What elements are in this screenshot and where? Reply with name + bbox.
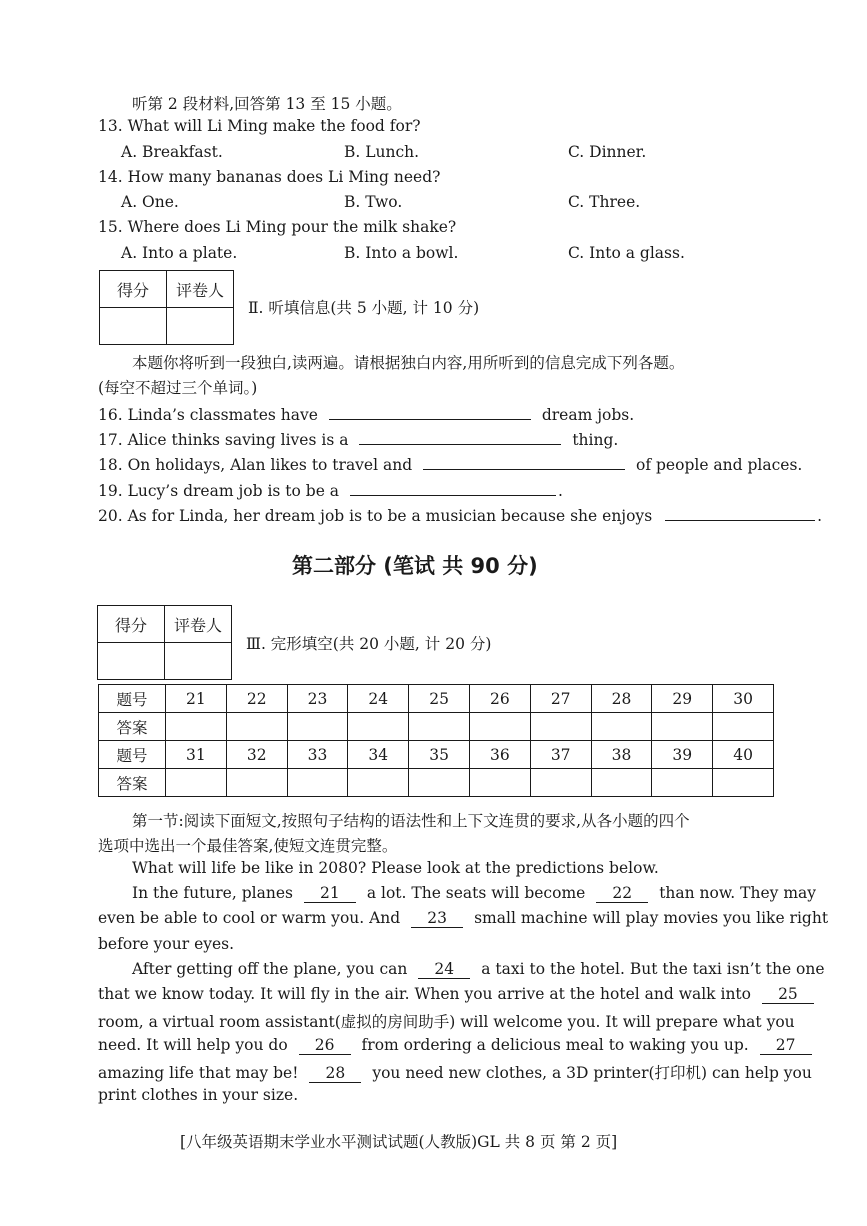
fill-item-20 <box>98 502 822 525</box>
fill-item-17-after: thing. <box>572 431 619 449</box>
section-3-title: Ⅲ. 完形填空(共 20 小题, 计 20 分) <box>246 635 492 653</box>
fill-item-17 <box>98 426 618 449</box>
grid-label-answer: 答案 <box>99 713 166 741</box>
passage-line <box>98 909 828 928</box>
answer-cell[interactable] <box>166 769 227 797</box>
score-cell[interactable] <box>100 308 167 345</box>
answer-cell[interactable] <box>409 769 470 797</box>
cloze-blank-27[interactable]: 27 <box>760 1036 812 1055</box>
answer-grid-row-answers-1 <box>99 713 774 741</box>
answer-cell[interactable] <box>713 769 774 797</box>
grid-number-38: 38 <box>591 741 652 769</box>
part-2-heading: 第二部分 (笔试 共 90 分) <box>292 554 538 578</box>
passage-line: room, a virtual room assistant(虚拟的房间助手) will welcome you. It will prepare what you <box>98 1013 795 1031</box>
score-label: 得分 <box>100 271 167 308</box>
passage-line: before your eyes. <box>98 935 235 953</box>
grid-number-27: 27 <box>530 685 591 713</box>
answer-cell[interactable] <box>166 713 227 741</box>
grader-label: 评卷人 <box>167 271 234 308</box>
section-3-instruction: 第一节:阅读下面短文,按照句子结构的语法性和上下文连贯的要求,从各小题的四个 <box>132 812 690 830</box>
answer-cell[interactable] <box>348 769 409 797</box>
fill-blank-20[interactable] <box>665 502 815 521</box>
answer-cell[interactable] <box>652 713 713 741</box>
section-2-instruction: 本题你将听到一段独白,读两遍。请根据独白内容,用所听到的信息完成下列各题。 <box>132 354 685 372</box>
cloze-blank-25[interactable]: 25 <box>762 985 814 1004</box>
passage-line <box>132 960 825 979</box>
grid-number-28: 28 <box>591 685 652 713</box>
grid-label-number: 题号 <box>99 685 166 713</box>
fill-item-18 <box>98 451 802 474</box>
cloze-blank-23[interactable]: 23 <box>411 909 463 928</box>
fill-item-19 <box>98 477 563 500</box>
fill-item-19-text: 19. Lucy’s dream job is to be a <box>98 482 340 500</box>
passage-line: print clothes in your size. <box>98 1086 299 1104</box>
grid-number-35: 35 <box>409 741 470 769</box>
answer-grid <box>98 684 774 797</box>
passage-text: you need new clothes, a 3D printer(打印机) can help you <box>372 1064 812 1082</box>
grid-number-39: 39 <box>652 741 713 769</box>
fill-blank-16[interactable] <box>329 401 531 420</box>
answer-cell[interactable] <box>530 713 591 741</box>
passage-text: In the future, planes <box>132 884 293 902</box>
answer-cell[interactable] <box>469 769 530 797</box>
passage-line <box>98 1061 812 1083</box>
answer-grid-row-numbers-1 <box>99 685 774 713</box>
question-15-option-c: C. Into a glass. <box>568 244 685 262</box>
answer-cell[interactable] <box>713 713 774 741</box>
passage-text: a lot. The seats will become <box>366 884 586 902</box>
section-2-title: Ⅱ. 听填信息(共 5 小题, 计 10 分) <box>248 299 480 317</box>
question-13-option-a: A. Breakfast. <box>121 143 223 161</box>
score-label: 得分 <box>98 606 165 643</box>
fill-item-19-after: . <box>557 482 563 500</box>
passage-text: a taxi to the hotel. But the taxi isn’t the one <box>481 960 825 978</box>
answer-cell[interactable] <box>591 769 652 797</box>
grid-number-22: 22 <box>226 685 287 713</box>
answer-cell[interactable] <box>226 769 287 797</box>
answer-grid-row-numbers-2 <box>99 741 774 769</box>
grid-number-33: 33 <box>287 741 348 769</box>
fill-item-18-after: of people and places. <box>636 456 803 474</box>
grid-number-34: 34 <box>348 741 409 769</box>
fill-item-16 <box>98 401 634 424</box>
answer-cell[interactable] <box>348 713 409 741</box>
passage-line: What will life be like in 2080? Please look at the predictions below. <box>132 859 659 877</box>
grid-number-23: 23 <box>287 685 348 713</box>
section-3-instruction-cont: 选项中选出一个最佳答案,使短文连贯完整。 <box>98 837 398 855</box>
grid-number-31: 31 <box>166 741 227 769</box>
fill-item-20-after: . <box>817 507 823 525</box>
grader-label: 评卷人 <box>165 606 232 643</box>
grid-number-30: 30 <box>713 685 774 713</box>
answer-cell[interactable] <box>469 713 530 741</box>
grid-number-37: 37 <box>530 741 591 769</box>
grid-number-21: 21 <box>166 685 227 713</box>
grid-number-32: 32 <box>226 741 287 769</box>
page-footer: [八年级英语期末学业水平测试试题(人教版)GL 共 8 页 第 2 页] <box>180 1133 618 1151</box>
passage-text: even be able to cool or warm you. And <box>98 909 401 927</box>
grader-cell[interactable] <box>167 308 234 345</box>
cloze-blank-22[interactable]: 22 <box>596 884 648 903</box>
grid-label-answer: 答案 <box>99 769 166 797</box>
question-13-option-b: B. Lunch. <box>344 143 420 161</box>
fill-item-18-text: 18. On holidays, Alan likes to travel and <box>98 456 413 474</box>
passage-text: that we know today. It will fly in the air. When you arrive at the hotel and walk into <box>98 985 751 1003</box>
fill-blank-19[interactable] <box>350 477 556 496</box>
score-box-section-2 <box>99 270 234 345</box>
passage-text: amazing life that may be! <box>98 1064 299 1082</box>
answer-cell[interactable] <box>530 769 591 797</box>
score-cell[interactable] <box>98 643 165 680</box>
grid-number-26: 26 <box>469 685 530 713</box>
passage-line <box>98 985 814 1004</box>
question-14-option-b: B. Two. <box>344 193 403 211</box>
answer-cell[interactable] <box>226 713 287 741</box>
grid-label-number: 题号 <box>99 741 166 769</box>
section-2-instruction-note: (每空不超过三个单词。) <box>98 379 258 397</box>
listening-intro: 听第 2 段材料,回答第 13 至 15 小题。 <box>132 95 402 113</box>
fill-blank-18[interactable] <box>423 451 625 470</box>
fill-item-16-after: dream jobs. <box>541 406 635 424</box>
answer-cell[interactable] <box>409 713 470 741</box>
fill-blank-17[interactable] <box>359 426 561 445</box>
passage-text: from ordering a delicious meal to waking you up. <box>361 1036 749 1054</box>
fill-item-17-text: 17. Alice thinks saving lives is a <box>98 431 349 449</box>
passage-text: than now. They may <box>659 884 817 902</box>
passage-line <box>98 1036 812 1055</box>
question-15-option-a: A. Into a plate. <box>121 244 238 262</box>
question-15-option-b: B. Into a bowl. <box>344 244 459 262</box>
question-13-stem: 13. What will Li Ming make the food for? <box>98 117 421 135</box>
answer-cell[interactable] <box>287 713 348 741</box>
cloze-blank-24[interactable]: 24 <box>418 960 470 979</box>
cloze-blank-26[interactable]: 26 <box>299 1036 351 1055</box>
passage-text: After getting off the plane, you can <box>132 960 408 978</box>
grid-number-25: 25 <box>409 685 470 713</box>
answer-grid-row-answers-2 <box>99 769 774 797</box>
answer-cell[interactable] <box>591 713 652 741</box>
question-14-option-a: A. One. <box>121 193 179 211</box>
cloze-blank-21[interactable]: 21 <box>304 884 356 903</box>
grid-number-29: 29 <box>652 685 713 713</box>
grid-number-40: 40 <box>713 741 774 769</box>
answer-cell[interactable] <box>652 769 713 797</box>
passage-line <box>132 884 816 903</box>
question-14-stem: 14. How many bananas does Li Ming need? <box>98 168 441 186</box>
grid-number-24: 24 <box>348 685 409 713</box>
question-13-option-c: C. Dinner. <box>568 143 647 161</box>
question-14-option-c: C. Three. <box>568 193 641 211</box>
grader-cell[interactable] <box>165 643 232 680</box>
score-box-section-3 <box>97 605 232 680</box>
passage-text: small machine will play movies you like right <box>474 909 829 927</box>
passage-text: need. It will help you do <box>98 1036 288 1054</box>
fill-item-20-text: 20. As for Linda, her dream job is to be a musician because she enjoys <box>98 507 653 525</box>
fill-item-16-text: 16. Linda’s classmates have <box>98 406 318 424</box>
cloze-blank-28[interactable]: 28 <box>309 1064 361 1083</box>
grid-number-36: 36 <box>469 741 530 769</box>
answer-cell[interactable] <box>287 769 348 797</box>
question-15-stem: 15. Where does Li Ming pour the milk shake? <box>98 218 457 236</box>
